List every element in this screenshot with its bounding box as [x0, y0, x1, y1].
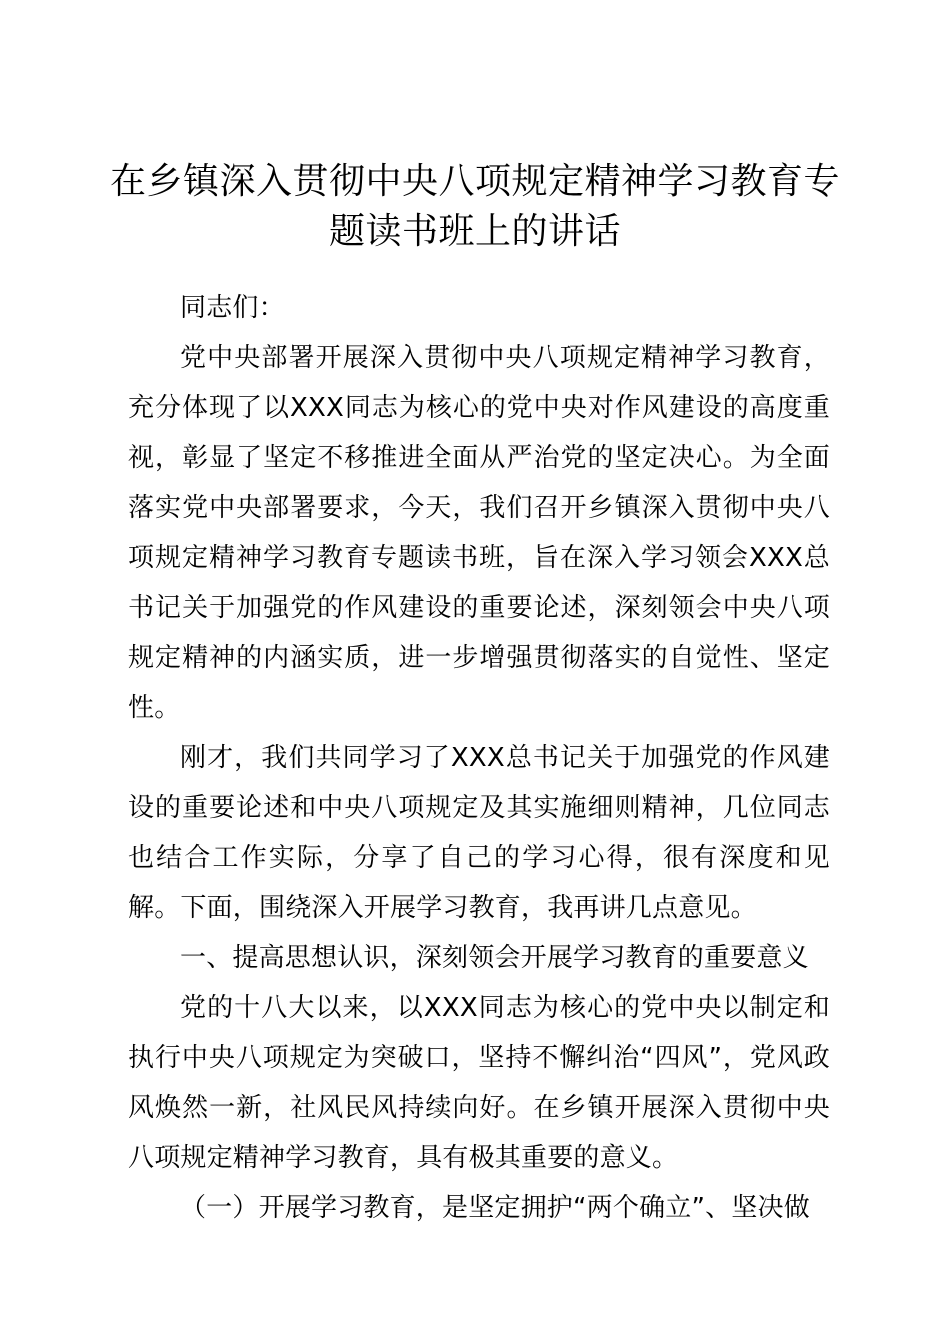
section-heading-1: 一、提高思想认识，深刻领会开展学习教育的重要意义 [180, 943, 809, 973]
salutation: 同志们： [180, 293, 285, 323]
document-title-line-1: 在乡镇深入贯彻中央八项规定精神学习教育专 [110, 161, 841, 202]
subsection-heading-1: （一）开展学习教育，是坚定拥护“两个确立”、坚决做 [180, 1193, 810, 1223]
paragraph-review: 刚才，我们共同学习了XXX总书记关于加强党的作风建设的重要论述和中央八项规定及其实施细则精神，几位同志也结合工作实际，分享了自己的学习心得，很有深度和见解。下面，围绕深入开展学习教育，我再讲几点意见。 [128, 743, 830, 923]
paragraph-section-1: 党的十八大以来，以XXX同志为核心的党中央以制定和执行中央八项规定为突破口，坚持不懈纠治“四风”，党风政风焕然一新，社风民风持续向好。在乡镇开展深入贯彻中央八项规定精神学习教育，具有极其重要的意义。 [128, 993, 830, 1173]
document-body [128, 283, 830, 1233]
paragraph-intro: 党中央部署开展深入贯彻中央八项规定精神学习教育，充分体现了以XXX同志为核心的党中央对作风建设的高度重视，彰显了坚定不移推进全面从严治党的坚定决心。为全面落实党中央部署要求，今天，我们召开乡镇深入贯彻中央八项规定精神学习教育专题读书班，旨在深入学习领会XXX总书记关于加强党的作风建设的重要论述，深刻领会中央八项规定精神的内涵实质，进一步增强贯彻落实的自觉性、坚定性。 [128, 343, 830, 723]
document-title-line-2: 题读书班上的讲话 [328, 211, 621, 252]
document-title [110, 157, 840, 257]
